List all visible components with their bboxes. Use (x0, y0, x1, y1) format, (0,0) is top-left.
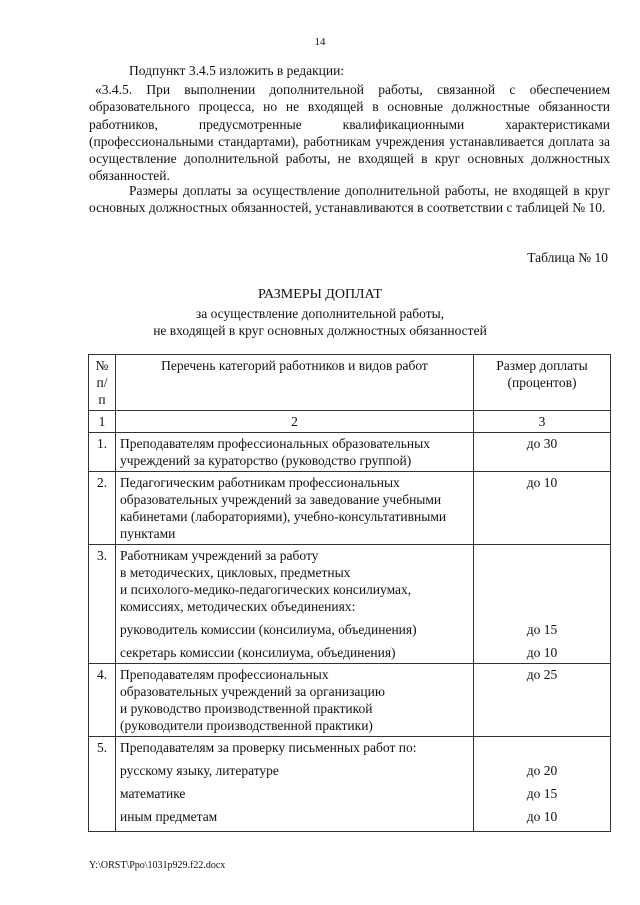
subitem-value: до 15 (526, 786, 558, 801)
subitem-text: иным предметам (120, 809, 218, 824)
page-number: 14 (314, 36, 326, 48)
column-number-row (89, 411, 611, 433)
row-text: Педагогическим работникам профессиональных образовательных учреждений за заведование учебными кабинетами (лабораториями), учебно-консультативными пунктами (116, 472, 474, 545)
header-category: Перечень категорий работников и видов работ (116, 355, 474, 411)
row-number: 4. (89, 664, 116, 737)
row-number: 5. (89, 737, 116, 832)
row-value: до 30 (474, 433, 611, 472)
header-size: Размер доплаты (процентов) (474, 355, 611, 411)
subitem-text: руководитель комиссии (консилиума, объединения) (120, 622, 417, 637)
table-header-row (89, 355, 611, 411)
payments-table (88, 354, 611, 832)
row-number: 1. (89, 433, 116, 472)
row-value: до 25 (474, 664, 611, 737)
subitem-value: до 10 (526, 809, 558, 824)
footer-file-path: Y:\ORST\Ppo\1031p929.f22.docx (89, 860, 226, 871)
row-text: Преподавателям профессиональных образовательных учреждений за организацию и руководство производственной практикой (руководители производственной практики) (116, 664, 474, 737)
table-row (89, 472, 611, 545)
intro-paragraph-3-4-5: «3.4.5. При выполнении дополнительной работы, связанной с обеспечением образовательного процесса, но не входящей в основные должностные обязанности работников, предусмотренные квалификационными характеристиками (профессиональными стандартами), работникам учреждения устанавливается доплата за осуществление дополнительной работы, не входящей в круг основных должностных обязанностей. (89, 82, 610, 184)
row-value: до 10 (474, 472, 611, 545)
header-number: № п/п (89, 355, 116, 411)
subitem-value: до 15 (526, 622, 558, 637)
row-text: Преподавателям за проверку письменных работ по: (120, 740, 417, 755)
table-subtitle-line2: не входящей в круг основных должностных обязанностей (153, 323, 487, 338)
column-number-3: 3 (474, 411, 611, 433)
column-number-1: 1 (89, 411, 116, 433)
subitem-text: русскому языку, литературе (120, 763, 279, 778)
table-label: Таблица № 10 (527, 250, 608, 265)
row-text: Работникам учреждений за работу в методических, цикловых, предметных и психолого-медико-педагогических консилиумах, комиссиях, методических объединениях: (120, 548, 412, 614)
subitem-value: до 10 (526, 645, 558, 660)
table-row (89, 664, 611, 737)
table-subtitle-line1: за осуществление дополнительной работы, (195, 306, 445, 321)
intro-line: Подпункт 3.4.5 изложить в редакции: (129, 63, 345, 78)
row-number: 3. (89, 545, 116, 664)
intro-paragraph-sizes: Размеры доплаты за осуществление дополнительной работы, не входящей в круг основных должностных обязанностей, устанавливаются в соответствии с таблицей № 10. (89, 183, 610, 216)
subitem-text: математике (120, 786, 186, 801)
column-number-2: 2 (116, 411, 474, 433)
table-row (89, 545, 611, 664)
table-row (89, 737, 611, 832)
row-number: 2. (89, 472, 116, 545)
table-row (89, 433, 611, 472)
subitem-value: до 20 (526, 763, 558, 778)
row-text: Преподавателям профессиональных образовательных учреждений за кураторство (руководство группой) (116, 433, 474, 472)
subitem-text: секретарь комиссии (консилиума, объединения) (120, 645, 396, 660)
table-title: РАЗМЕРЫ ДОПЛАТ (258, 287, 382, 302)
